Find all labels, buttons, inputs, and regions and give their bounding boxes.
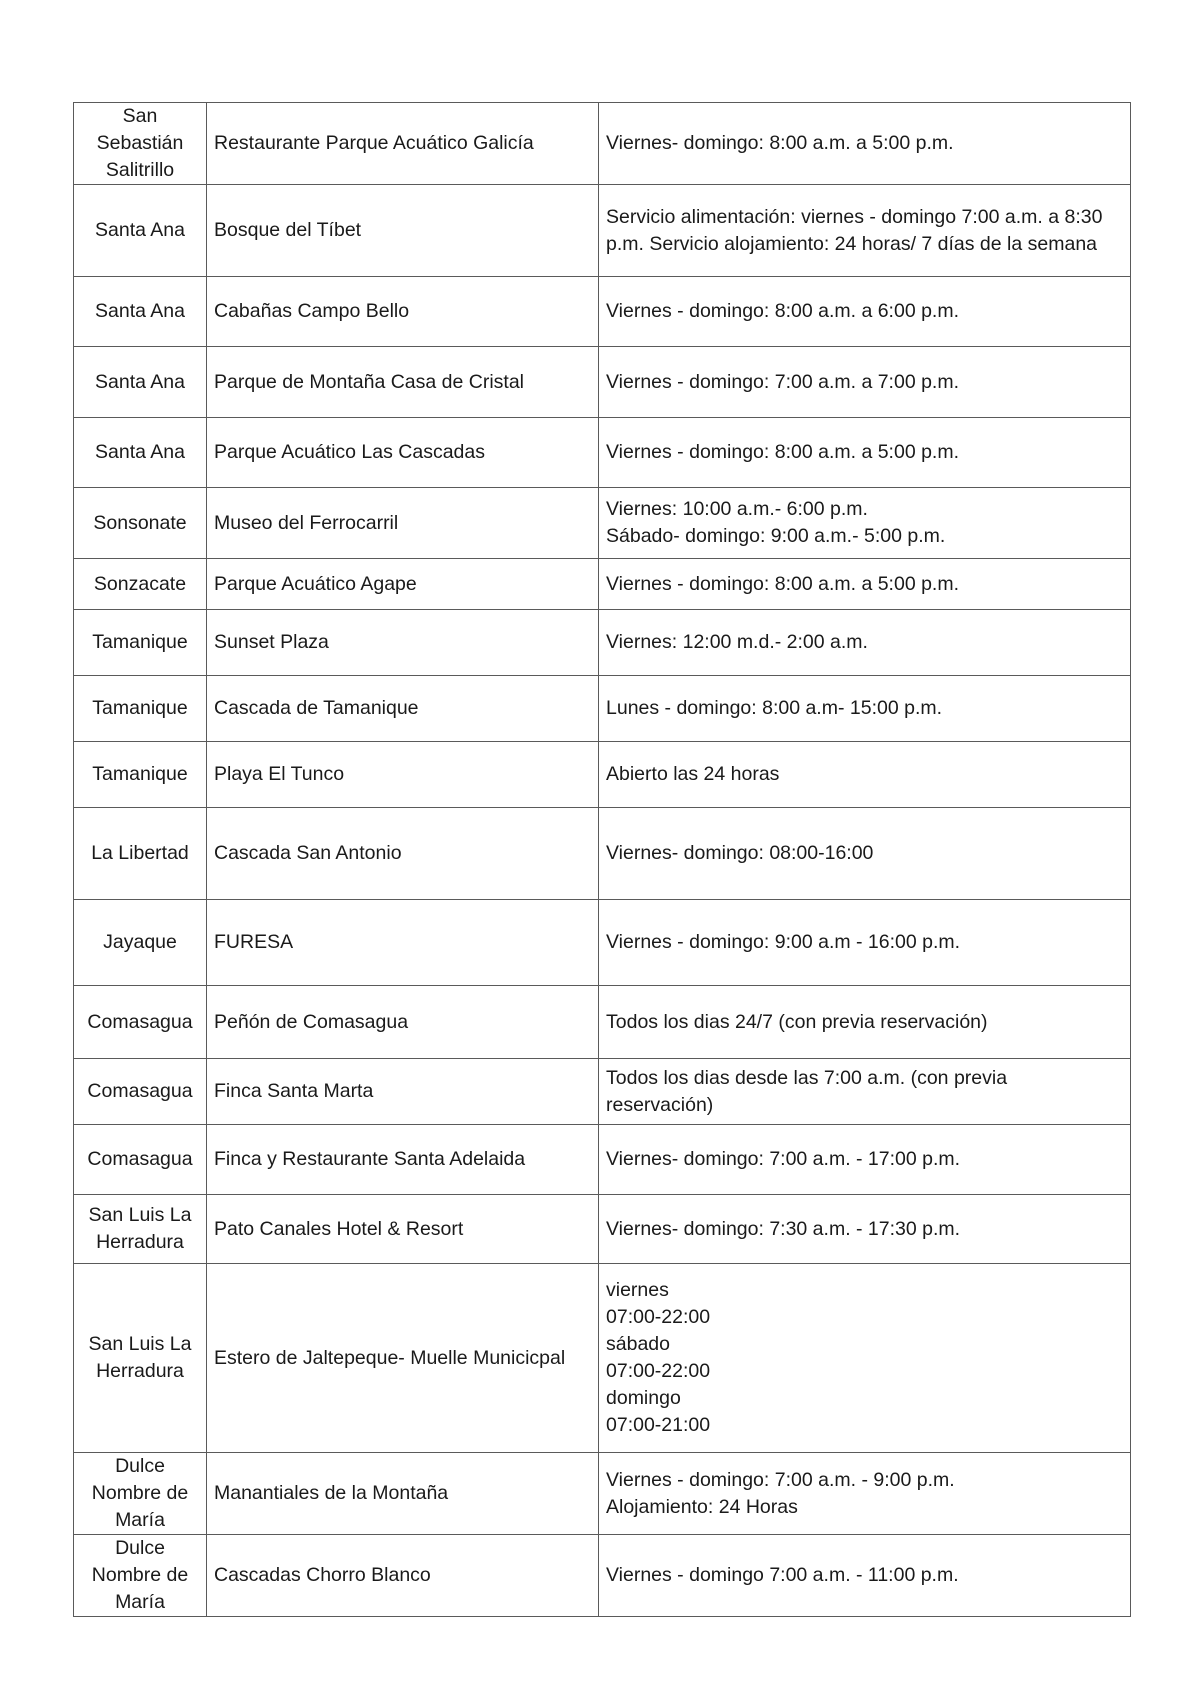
table-row xyxy=(74,488,1131,559)
place-name-cell: Parque Acuático Las Cascadas xyxy=(207,418,599,488)
opening-hours-cell: Viernes: 10:00 a.m.- 6:00 p.m. Sábado- domingo: 9:00 a.m.- 5:00 p.m. xyxy=(599,488,1131,559)
opening-hours-cell: Viernes - domingo: 7:00 a.m. - 9:00 p.m. Alojamiento: 24 Horas xyxy=(599,1453,1131,1535)
table-row xyxy=(74,808,1131,900)
municipality-cell: Tamanique xyxy=(74,742,207,808)
municipality-cell: Tamanique xyxy=(74,610,207,676)
place-name-cell: Finca y Restaurante Santa Adelaida xyxy=(207,1125,599,1195)
place-name-cell: Sunset Plaza xyxy=(207,610,599,676)
place-name-cell: Restaurante Parque Acuático Galicía xyxy=(207,103,599,185)
table-row xyxy=(74,185,1131,277)
municipality-cell: Dulce Nombre de María xyxy=(74,1453,207,1535)
table-row xyxy=(74,347,1131,418)
opening-hours-cell: Viernes - domingo: 8:00 a.m. a 6:00 p.m. xyxy=(599,277,1131,347)
opening-hours-cell: Viernes- domingo: 7:00 a.m. - 17:00 p.m. xyxy=(599,1125,1131,1195)
opening-hours-cell: Viernes- domingo: 08:00-16:00 xyxy=(599,808,1131,900)
table-row xyxy=(74,559,1131,610)
place-name-cell: Finca Santa Marta xyxy=(207,1059,599,1125)
opening-hours-cell: Viernes: 12:00 m.d.- 2:00 a.m. xyxy=(599,610,1131,676)
opening-hours-cell: Todos los dias desde las 7:00 a.m. (con previa reservación) xyxy=(599,1059,1131,1125)
municipality-cell: Santa Ana xyxy=(74,347,207,418)
municipality-cell: La Libertad xyxy=(74,808,207,900)
municipality-cell: Sonsonate xyxy=(74,488,207,559)
place-name-cell: Peñón de Comasagua xyxy=(207,986,599,1059)
place-name-cell: FURESA xyxy=(207,900,599,986)
table-row xyxy=(74,1195,1131,1264)
place-name-cell: Manantiales de la Montaña xyxy=(207,1453,599,1535)
table-row xyxy=(74,742,1131,808)
table-row xyxy=(74,676,1131,742)
table-row xyxy=(74,1453,1131,1535)
table-row xyxy=(74,103,1131,185)
place-name-cell: Museo del Ferrocarril xyxy=(207,488,599,559)
place-name-cell: Cascada de Tamanique xyxy=(207,676,599,742)
municipality-cell: Santa Ana xyxy=(74,418,207,488)
municipality-cell: Dulce Nombre de María xyxy=(74,1535,207,1617)
place-name-cell: Cascada San Antonio xyxy=(207,808,599,900)
schedule-table-body xyxy=(74,103,1131,1617)
municipality-cell: San Luis La Herradura xyxy=(74,1195,207,1264)
opening-hours-cell: Viernes- domingo: 8:00 a.m. a 5:00 p.m. xyxy=(599,103,1131,185)
municipality-cell: Comasagua xyxy=(74,1125,207,1195)
place-name-cell: Parque de Montaña Casa de Cristal xyxy=(207,347,599,418)
table-row xyxy=(74,1125,1131,1195)
opening-hours-cell: Viernes - domingo: 9:00 a.m - 16:00 p.m. xyxy=(599,900,1131,986)
opening-hours-cell: Viernes - domingo: 8:00 a.m. a 5:00 p.m. xyxy=(599,559,1131,610)
table-row xyxy=(74,1535,1131,1617)
opening-hours-cell: Viernes - domingo: 8:00 a.m. a 5:00 p.m. xyxy=(599,418,1131,488)
opening-hours-cell: Viernes - domingo: 7:00 a.m. a 7:00 p.m. xyxy=(599,347,1131,418)
schedule-table xyxy=(73,102,1131,1617)
table-row xyxy=(74,900,1131,986)
table-row xyxy=(74,1264,1131,1453)
table-row xyxy=(74,418,1131,488)
municipality-cell: Santa Ana xyxy=(74,185,207,277)
place-name-cell: Parque Acuático Agape xyxy=(207,559,599,610)
opening-hours-cell: viernes 07:00-22:00 sábado 07:00-22:00 domingo 07:00-21:00 xyxy=(599,1264,1131,1453)
municipality-cell: Comasagua xyxy=(74,1059,207,1125)
opening-hours-cell: Servicio alimentación: viernes - domingo 7:00 a.m. a 8:30 p.m. Servicio alojamiento: 24 horas/ 7 días de la semana xyxy=(599,185,1131,277)
opening-hours-cell: Todos los dias 24/7 (con previa reservación) xyxy=(599,986,1131,1059)
municipality-cell: San Sebastián Salitrillo xyxy=(74,103,207,185)
municipality-cell: Tamanique xyxy=(74,676,207,742)
municipality-cell: Sonzacate xyxy=(74,559,207,610)
place-name-cell: Cascadas Chorro Blanco xyxy=(207,1535,599,1617)
municipality-cell: Comasagua xyxy=(74,986,207,1059)
opening-hours-cell: Lunes - domingo: 8:00 a.m- 15:00 p.m. xyxy=(599,676,1131,742)
table-row xyxy=(74,610,1131,676)
opening-hours-cell: Viernes - domingo 7:00 a.m. - 11:00 p.m. xyxy=(599,1535,1131,1617)
table-row xyxy=(74,1059,1131,1125)
place-name-cell: Bosque del Tíbet xyxy=(207,185,599,277)
opening-hours-cell: Abierto las 24 horas xyxy=(599,742,1131,808)
municipality-cell: San Luis La Herradura xyxy=(74,1264,207,1453)
municipality-cell: Jayaque xyxy=(74,900,207,986)
municipality-cell: Santa Ana xyxy=(74,277,207,347)
place-name-cell: Estero de Jaltepeque- Muelle Municicpal xyxy=(207,1264,599,1453)
place-name-cell: Playa El Tunco xyxy=(207,742,599,808)
table-row xyxy=(74,277,1131,347)
table-row xyxy=(74,986,1131,1059)
opening-hours-cell: Viernes- domingo: 7:30 a.m. - 17:30 p.m. xyxy=(599,1195,1131,1264)
place-name-cell: Pato Canales Hotel & Resort xyxy=(207,1195,599,1264)
place-name-cell: Cabañas Campo Bello xyxy=(207,277,599,347)
